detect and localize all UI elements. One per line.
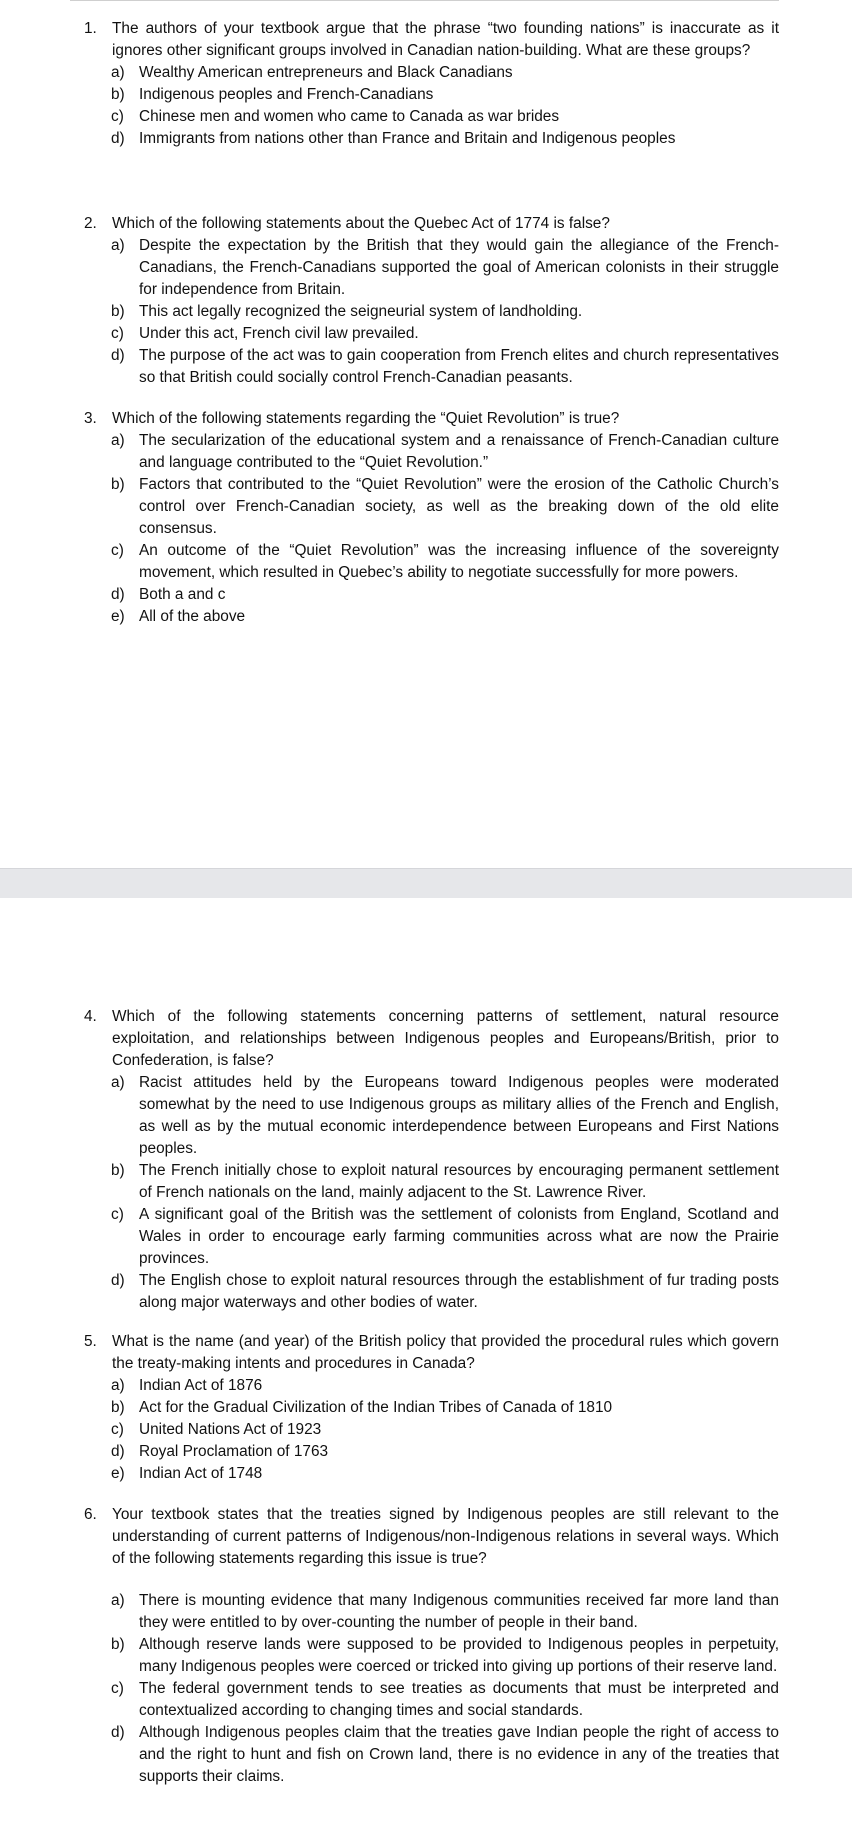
option-text: Although Indigenous peoples claim that the treaties gave Indian people the right of access to and the right to hunt and fish on Crown land, there is no evidence in any of the treaties that supports their claims. [139,1724,779,1785]
option-b [0,1634,852,1678]
option-d [0,584,852,606]
question-stem: What is the name (and year) of the British policy that provided the procedural rules which govern the treaty-making intents and procedures in Canada? [112,1333,779,1372]
option-text: Royal Proclamation of 1763 [139,1443,329,1460]
option-text: The purpose of the act was to gain cooperation from French elites and church representatives so that British could socially control French-Canadian peasants. [139,347,779,386]
question-stem: Your textbook states that the treaties signed by Indigenous peoples are still relevant to the understanding of current patterns of Indigenous/non-Indigenous relations in several ways. Which of the following statements regarding this issue is true? [112,1506,779,1567]
option-text: Factors that contributed to the “Quiet Revolution” were the erosion of the Catholic Church’s control over French-Canadian society, as well as the breaking down of the old elite consensus. [139,476,779,537]
question-2 [0,213,852,389]
question-number: 6. [84,1506,97,1523]
question-6 [0,1504,852,1788]
option-letter: b) [111,303,125,320]
question-number: 2. [84,215,97,232]
question-4 [0,1006,852,1314]
option-text: Immigrants from nations other than France and Britain and Indigenous peoples [139,130,676,147]
option-c [0,540,852,584]
question-3 [0,408,852,628]
option-text: Act for the Gradual Civilization of the Indian Tribes of Canada of 1810 [139,1399,613,1416]
option-a [0,430,852,474]
option-letter: b) [111,86,125,103]
question-number: 4. [84,1008,97,1025]
option-letter: a) [111,237,125,254]
option-text: There is mounting evidence that many Indigenous communities received far more land than they were entitled to by over-counting the number of people in their band. [139,1592,779,1631]
option-b [0,1397,852,1419]
option-letter: c) [111,1680,124,1697]
option-c [0,323,852,345]
option-letter: d) [111,130,125,147]
option-text: Indian Act of 1876 [139,1377,263,1394]
option-c [0,1419,852,1441]
option-e [0,606,852,628]
question-1 [0,18,852,150]
question-stem: Which of the following statements concerning patterns of settlement, natural resource exploitation, and relationships between Indigenous peoples and Europeans/British, prior to Confederation, is false? [112,1008,779,1069]
option-text: This act legally recognized the seigneurial system of landholding. [139,303,583,320]
question-number: 5. [84,1333,97,1350]
option-text: Although reserve lands were supposed to be provided to Indigenous peoples in perpetuity, many Indigenous peoples were coerced or tricked into giving up portions of their reserve land. [139,1636,779,1675]
option-letter: d) [111,586,125,603]
question-stem: Which of the following statements regarding the “Quiet Revolution” is true? [112,410,620,427]
question-stem: The authors of your textbook argue that the phrase “two founding nations” is inaccurate as it ignores other significant groups involved in Canadian nation-building. What are these groups? [112,20,779,59]
option-text: Indigenous peoples and French-Canadians [139,86,434,103]
option-letter: b) [111,1636,125,1653]
option-text: Despite the expectation by the British that they would gain the allegiance of the French-Canadians, the French-Canadians supported the goal of American colonists in their struggle for independence from Britain. [139,237,779,298]
question-5 [0,1331,852,1485]
option-letter: a) [111,1074,125,1091]
option-a [0,1375,852,1397]
option-text: Both a and c [139,586,226,603]
option-text: Chinese men and women who came to Canada as war brides [139,108,560,125]
option-text: The English chose to exploit natural resources through the establishment of fur trading posts along major waterways and other bodies of water. [139,1272,779,1311]
option-a [0,235,852,301]
option-b [0,301,852,323]
option-text: An outcome of the “Quiet Revolution” was the increasing influence of the sovereignty movement, which resulted in Quebec’s ability to negotiate successfully for more powers. [139,542,779,581]
option-letter: e) [111,608,125,625]
option-b [0,1160,852,1204]
option-letter: d) [111,347,125,364]
question-number: 1. [84,20,97,37]
option-letter: e) [111,1465,125,1482]
option-letter: c) [111,1421,124,1438]
option-text: Wealthy American entrepreneurs and Black Canadians [139,64,513,81]
option-b [0,84,852,106]
option-letter: a) [111,1592,125,1609]
option-d [0,1270,852,1314]
option-letter: a) [111,64,125,81]
option-letter: d) [111,1272,125,1289]
option-text: Racist attitudes held by the Europeans toward Indigenous peoples were moderated somewhat by the need to use Indigenous groups as military allies of the French and English, as well as by the mutual economic interdependence between Europeans and First Nations peoples. [139,1074,779,1157]
option-d [0,345,852,389]
option-letter: d) [111,1443,125,1460]
option-c [0,106,852,128]
option-letter: a) [111,432,125,449]
option-letter: b) [111,476,125,493]
option-text: Under this act, French civil law prevailed. [139,325,419,342]
option-a [0,1590,852,1634]
option-c [0,1204,852,1270]
option-c [0,1678,852,1722]
question-stem: Which of the following statements about the Quebec Act of 1774 is false? [112,215,610,232]
option-d [0,1441,852,1463]
option-text: The federal government tends to see treaties as documents that must be interpreted and contextualized according to changing times and social standards. [139,1680,779,1719]
option-text: United Nations Act of 1923 [139,1421,322,1438]
option-a [0,62,852,84]
option-letter: b) [111,1399,125,1416]
option-letter: c) [111,542,124,559]
option-b [0,474,852,540]
option-letter: c) [111,325,124,342]
option-letter: a) [111,1377,125,1394]
option-d [0,1722,852,1788]
page-top-rule [70,0,779,1]
page-separator [0,868,852,898]
option-text: Indian Act of 1748 [139,1465,263,1482]
option-text: All of the above [139,608,246,625]
option-letter: d) [111,1724,125,1741]
option-letter: b) [111,1162,125,1179]
option-text: A significant goal of the British was the settlement of colonists from England, Scotland and Wales in order to encourage early farming communities across what are now the Prairie provinces. [139,1206,779,1267]
option-letter: c) [111,1206,124,1223]
option-a [0,1072,852,1160]
option-letter: c) [111,108,124,125]
option-e [0,1463,852,1485]
question-number: 3. [84,410,97,427]
option-text: The French initially chose to exploit natural resources by encouraging permanent settlement of French nationals on the land, mainly adjacent to the St. Lawrence River. [139,1162,779,1201]
option-d [0,128,852,150]
option-text: The secularization of the educational system and a renaissance of French-Canadian culture and language contributed to the “Quiet Revolution.” [139,432,779,471]
